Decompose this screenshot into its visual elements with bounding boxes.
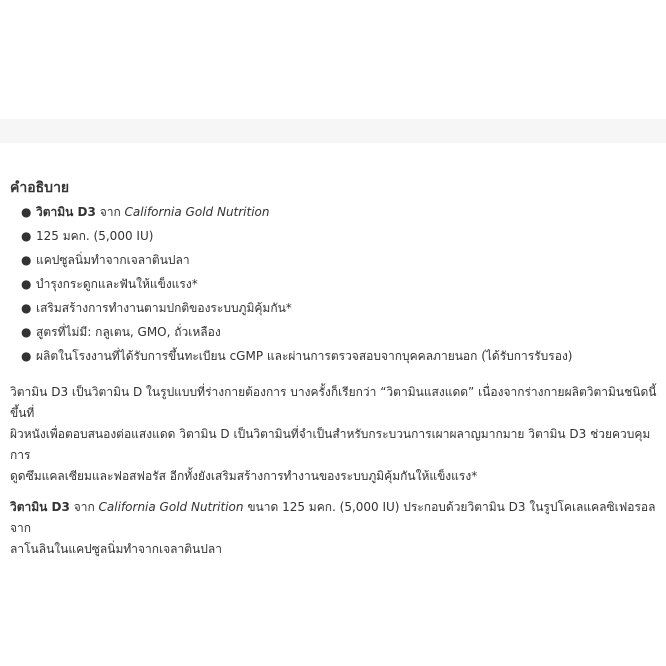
bullet-icon: ● xyxy=(21,301,32,315)
product-description xyxy=(10,178,660,560)
paragraph-line xyxy=(10,497,660,539)
list-item-text: ผลิตในโรงงานที่ได้รับการขึ้นทะเบียน cGMP และผ่านการตรวจสอบจากบุคคลภายนอก (ได้รับการรับรอง) xyxy=(36,349,573,363)
product-detail-paragraph xyxy=(10,497,660,560)
paragraph-line: ผิวหนังเพื่อตอบสนองต่อแสงแดด วิตามิน D เป็นวิตามินที่จำเป็นสำหรับกระบวนการเผาผลาญมากมาย วิตามิน D3 ช่วยควบคุมการ xyxy=(10,427,651,462)
bullet-icon: ● xyxy=(21,205,32,219)
description-paragraph xyxy=(10,382,660,487)
list-item xyxy=(21,324,660,340)
paragraph-line: วิตามิน D3 เป็นวิตามิน D ในรูปแบบที่ร่างกายต้องการ บางครั้งก็เรียกว่า “วิตามินแสงแดด” เนื่องจากร่างกายผลิตวิตามินชนิดนี้ขึ้นที่ xyxy=(10,385,657,420)
list-item-text: สูตรที่ไม่มี: กลูเตน, GMO, ถั่วเหลือง xyxy=(36,325,221,339)
bullet-icon: ● xyxy=(21,229,32,243)
paragraph-text: ขนาด 125 มคก. (5,000 IU) ประกอบด้วยวิตามิน D3 ในรูปโคเลแคลซิเฟอรอลจาก xyxy=(10,500,656,535)
bullet-icon: ● xyxy=(21,325,32,339)
list-item-text: เสริมสร้างการทำงานตามปกติของระบบภูมิคุ้มกัน* xyxy=(36,301,292,315)
list-item-text: 125 มคก. (5,000 IU) xyxy=(36,229,154,243)
page-header-band xyxy=(0,119,666,143)
list-item xyxy=(21,252,660,268)
list-item xyxy=(21,348,660,364)
list-item xyxy=(21,228,660,244)
brand-name: California Gold Nutrition xyxy=(124,205,270,219)
list-item-text: จาก xyxy=(95,205,125,219)
bullet-icon: ● xyxy=(21,253,32,267)
paragraph-line: ลาโนลินในแคปซูลนิ่มทำจากเจลาตินปลา xyxy=(10,542,222,556)
paragraph-text: จาก xyxy=(69,500,99,514)
list-item xyxy=(21,276,660,292)
product-name: วิตามิน D3 xyxy=(10,500,70,514)
list-item-text: บำรุงกระดูกและฟันให้แข็งแรง* xyxy=(36,277,198,291)
product-name: วิตามิน D3 xyxy=(36,205,96,219)
bullet-icon: ● xyxy=(21,277,32,291)
list-item xyxy=(21,300,660,316)
brand-name: California Gold Nutrition xyxy=(98,500,244,514)
list-item-text: แคปซูลนิ่มทำจากเจลาตินปลา xyxy=(36,253,190,267)
list-item xyxy=(21,204,660,220)
feature-list xyxy=(10,204,660,364)
bullet-icon: ● xyxy=(21,349,32,363)
section-title: คำอธิบาย xyxy=(10,180,70,196)
paragraph-line: ดูดซึมแคลเซียมและฟอสฟอรัส อีกทั้งยังเสริมสร้างการทำงานของระบบภูมิคุ้มกันให้แข็งแรง* xyxy=(10,469,478,483)
